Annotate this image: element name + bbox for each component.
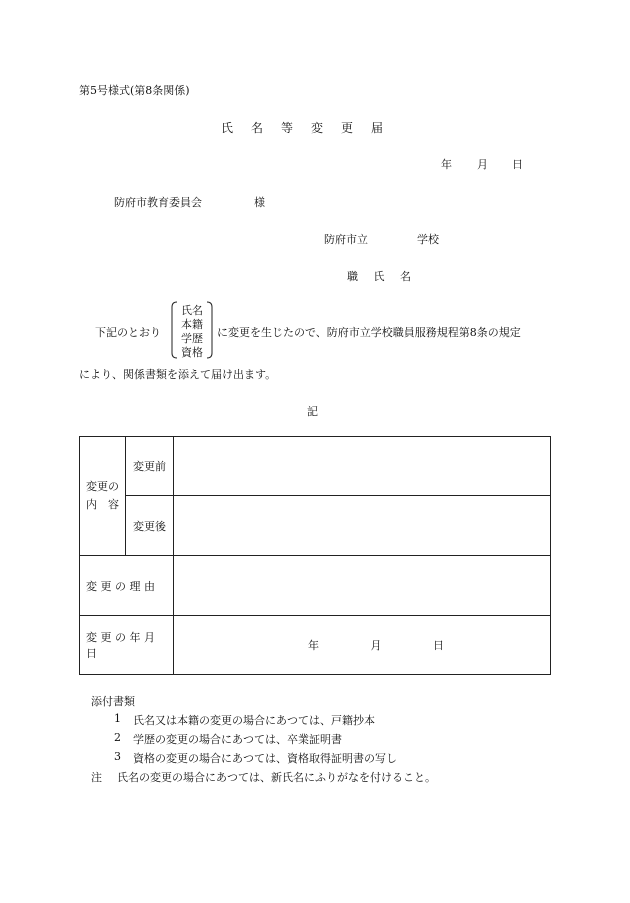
kind-qualification: 資格 [181, 346, 203, 359]
kind-name: 氏名 [181, 304, 203, 317]
school-suffix: 学校 [417, 233, 439, 246]
table-row [80, 556, 551, 616]
body-lead: 下記のとおり [95, 326, 161, 339]
body-continuation: に変更を生じたので、防府市立学校職員服務規程第8条の規定 [217, 326, 521, 339]
attachment-num: 2 [114, 731, 121, 744]
change-contents-label [80, 437, 126, 556]
addressee-honorific: 様 [254, 196, 265, 209]
reason-label: 変 更 の 理 由 [80, 556, 174, 616]
kind-education: 学歴 [181, 332, 203, 345]
change-date-label: 変 更 の 年 月 日 [80, 616, 174, 675]
form-number: 第5号様式(第8条関係) [79, 84, 190, 97]
ki-heading: 記 [307, 405, 318, 418]
table-row [80, 496, 551, 556]
attachment-num: 1 [114, 712, 121, 725]
job-name-label: 職 氏 名 [347, 270, 417, 283]
attachment-text: 氏名又は本籍の変更の場合にあつては、戸籍抄本 [133, 714, 375, 727]
note-label: 注 [91, 771, 102, 784]
table-row [80, 616, 551, 675]
change-contents-line1: 変更の [86, 480, 119, 493]
attachment-text: 資格の変更の場合にあつては、資格取得証明書の写し [133, 752, 397, 765]
change-table [79, 436, 551, 675]
after-value[interactable] [174, 496, 551, 556]
reason-value[interactable] [174, 556, 551, 616]
note-text: 氏名の変更の場合にあつては、新氏名にふりがなを付けること。 [117, 771, 436, 784]
school-prefix: 防府市立 [324, 233, 368, 246]
page-title: 氏名等変更届 [221, 121, 402, 135]
attachments-heading: 添付書類 [91, 695, 135, 708]
change-date-month: 月 [370, 639, 382, 652]
before-value[interactable] [174, 437, 551, 496]
date-year-label: 年 [441, 158, 452, 171]
after-label: 変更後 [126, 496, 174, 556]
date-month-label: 月 [477, 158, 488, 171]
addressee-name: 防府市教育委員会 [114, 196, 202, 209]
kind-brace-group [171, 301, 213, 359]
attachment-text: 学歴の変更の場合にあつては、卒業証明書 [133, 733, 342, 746]
before-label: 変更前 [126, 437, 174, 496]
attachment-num: 3 [114, 750, 121, 763]
change-contents-line2: 内 容 [86, 498, 119, 511]
change-date-value[interactable] [174, 616, 551, 675]
date-day-label: 日 [512, 158, 523, 171]
change-date-year: 年 [308, 639, 319, 652]
body-line2: により、関係書類を添えて届け出ます。 [79, 368, 277, 381]
change-date-day: 日 [433, 639, 444, 652]
kind-domicile: 本籍 [181, 318, 203, 331]
table-row [80, 437, 551, 496]
